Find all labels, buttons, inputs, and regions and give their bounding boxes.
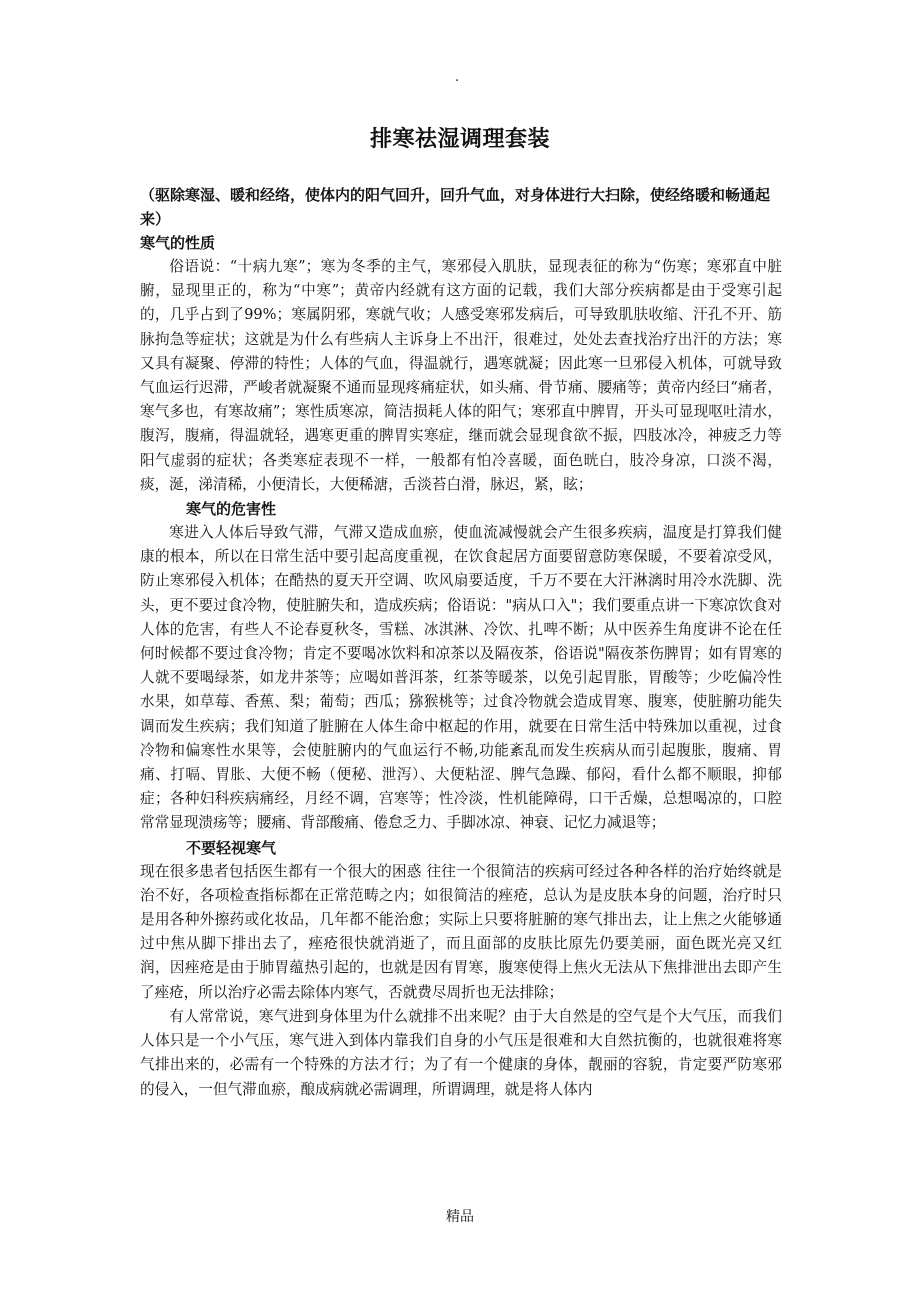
subtitle: （驱除寒湿、暖和经络，使体内的阳气回升，回升气血，对身体进行大扫除，使经络暖和畅通起来） [140, 186, 771, 228]
section-heading-cold-harm: 寒气的危害性 [186, 500, 277, 519]
section-heading-cold-nature: 寒气的性质 [140, 234, 216, 252]
paragraph: 有人常常说，寒气进到身体里为什么就排不出来呢？由于大自然是的空气是个大气压，而我们人体只是一个小气压，寒气进入到体内靠我们自身的小气压是很难和大自然抗衡的，也就很难将寒气排出来的，必需有一个特殊的方法才行；为了有一个健康的身体，靓丽的容貌，肯定要严防寒邪的侵入，一但气滞血瘀，酿成病就必需调理，所谓调理，就是将人体内 [140, 1007, 782, 1098]
page-title: 排寒祛湿调理套装 [369, 127, 550, 152]
paragraph: 寒进入人体后导致气滞，气滞又造成血瘀，使血流减慢就会产生很多疾病，温度是打算我们健康的根本，所以在日常生活中要引起高度重视，在饮食起居方面要留意防寒保暖，不要着凉受风，防止寒邪侵入机体；在酷热的夏天开空调、吹风扇要适度，千万不要在大汗淋漓时用冷水洗脚、洗头，更不要过食冷物，使脏腑失和，造成疾病；俗语说："病从口入"；我们要重点讲一下寒凉饮食对人体的危害，有些人不论春夏秋冬，雪糕、冰淇淋、冷饮、扎啤不断；从中医养生角度讲不论在任何时候都不要过食冷物；肯定不要喝冰饮料和凉茶以及隔夜茶，俗语说"隔夜茶伤脾胃；如有胃寒的人就不要喝绿茶，如龙井茶等；应喝如普洱茶，红茶等暖茶，以免引起胃胀，胃酸等；少吃偏冷性水果，如草莓、香蕉、梨；葡萄；西瓜；猕猴桃等；过食冷物就会造成胃寒、腹寒，使脏腑功能失调而发生疾病；我们知道了脏腑在人体生命中枢起的作用，就要在日常生活中特殊加以重视，过食冷物和偏寒性水果等，会使脏腑内的气血运行不畅,功能紊乱而发生疾病从而引起腹胀，腹痛、胃痛、打嗝、胃胀、大便不畅（便秘、泄泻）、大便粘涩、脾气急躁、郁闷，看什么都不顺眼，抑郁症；各种妇科疾病痛经，月经不调，宫寒等；性冷淡，性机能障碍，口干舌燥，总想喝凉的，口腔常常显现溃疡等；腰痛、背部酸痛、倦怠乏力、手脚冰凉、神衰、记忆力减退等； [140, 524, 782, 832]
document-body [140, 183, 782, 1102]
section-heading-dont-ignore-cold: 不要轻视寒气 [186, 838, 277, 857]
header-mark: . [455, 70, 460, 85]
page-footer: 精品 [446, 1209, 474, 1225]
paragraph: 俗语说：“十病九寒”；寒为冬季的主气，寒邪侵入肌肤，显现表征的称为“伤寒；寒邪直中脏腑，显现里正的，称为“中寒”；黄帝内经就有这方面的记载，我们大部分疾病都是由于受寒引起的，几乎占到了99%；寒属阴邪，寒就气收；人感受寒邪发病后，可导致肌肤收缩、汗孔不开、筋脉拘急等症状；这就是为什么有些病人主诉身上不出汗，很难过，处处去查找治疗出汗的方法；寒又具有凝聚、停滞的特性；人体的气血，得温就行，遇寒就凝；因此寒一旦邪侵入机体，可就导致气血运行迟滞，严峻者就凝聚不通而显现疼痛症状，如头痛、骨节痛、腰痛等；黄帝内经曰“痛者，寒气多也，有寒故痛”；寒性质寒凉，简洁损耗人体的阳气；寒邪直中脾胃，开头可显现呕吐清水，腹泻，腹痛，得温就轻，遇寒更重的脾胃实寒症，继而就会显现食欲不振，四肢冰冷，神疲乏力等阳气虚弱的症状；各类寒症表现不一样，一般都有怕冷喜暖，面色晄白，肢冷身凉，口淡不渴，痰，涎，涕清稀，小便清长，大便稀溏，舌淡苔白滑，脉迟，紧，眩； [140, 258, 782, 493]
paragraph: 现在很多患者包括医生都有一个很大的困惑 往往一个很简洁的疾病可经过各种各样的治疗始终就是治不好，各项检查指标都在正常范畴之内；如很简洁的痤疮，总认为是皮肤本身的问题，治疗时只是用各种外擦药或化妆品，几年都不能治愈；实际上只要将脏腑的寒气排出去，让上焦之火能够通过中焦从脚下排出去了，痤疮很快就消逝了，而且面部的皮肤比原先仍要美丽，面色既光亮又红润，因痤疮是由于肺胃蕴热引起的，也就是因有胃寒，腹寒使得上焦火无法从下焦排泄出去即产生了痤疮，所以治疗必需去除体内寒气，否就费尽周折也无法排除； [140, 862, 782, 1001]
